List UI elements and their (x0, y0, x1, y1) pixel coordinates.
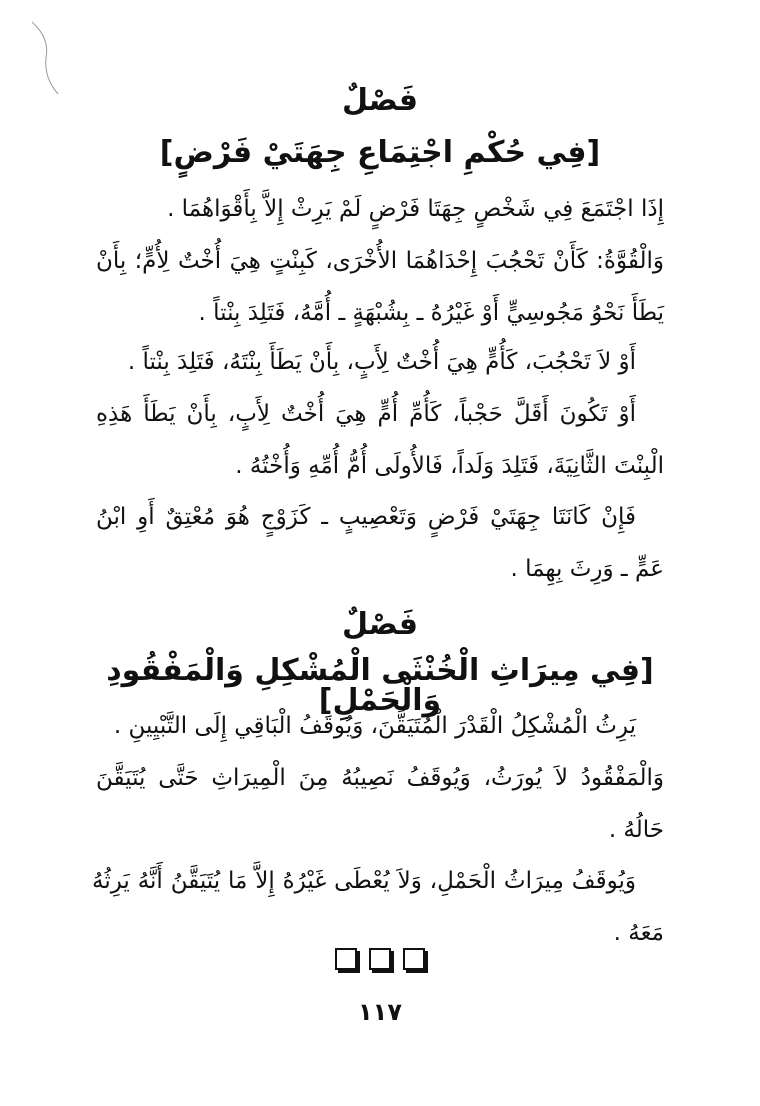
section-end-ornament (0, 948, 760, 970)
section-2-paragraph-1: يَرِثُ الْمُشْكِلُ الْقَدْرَ الْمُتَيَقَّنَ، وَيُوقَفُ الْبَاقِي إِلَى التَّبْيِينِ . (113, 713, 636, 739)
section-1-paragraph-2: وَالْقُوَّةُ: كَأَنْ تَحْجُبَ إِحْدَاهُمَا الأُخْرَى، كَبِنْتٍ هِيَ أُخْتٌ لِأُمٍّ؛ بِأَنْ يَطَأَ نَحْوُ مَجُوسِيٍّ أَوْ غَيْرُهُ ـ بِشُبْهَةٍ ـ أُمَّهُ، فَتَلِدَ بِنْتاً . (96, 248, 664, 326)
section-1-subtitle: [فِي حُكْمِ اجْتِمَاعِ جِهَتَيْ فَرْضٍ] (159, 135, 601, 170)
section-1-paragraph-5: فَإِنْ كَانَتَا جِهَتَيْ فَرْضٍ وَتَعْصِيبٍ ـ كَزَوْجٍ هُوَ مُعْتِقٌ أَوِ ابْنُ عَمٍّ ـ وَرِثَ بِهِمَا . (96, 504, 664, 582)
section-1-label: فَصْلٌ (342, 83, 418, 118)
section-2-paragraph-3: وَيُوقَفُ مِيرَاثُ الْحَمْلِ، وَلاَ يُعْطَى غَيْرُهُ إِلاَّ مَا يُتَيَقَّنُ أَنَّهُ يَرِثُهُ مَعَهُ . (92, 868, 664, 946)
ornament-square-icon (403, 948, 425, 970)
section-1-paragraph-4: أَوْ تَكُونَ أَقَلَّ حَجْباً، كَأُمِّ أُمٍّ هِيَ أُخْتٌ لِأَبٍ، بِأَنْ يَطَأَ هَذِهِ الْبِنْتَ الثَّانِيَةَ، فَتَلِدَ وَلَداً، فَالأُولَى أُمُّ أُمِّهِ وَأُخْتُهُ . (96, 401, 664, 479)
section-1-paragraph-3: أَوْ لاَ تَحْجُبَ، كَأُمٍّ هِيَ أُخْتٌ لِأَبٍ، بِأَنْ يَطَأَ بِنْتَهُ، فَتَلِدَ بِنْتاً . (127, 349, 636, 375)
section-1-paragraph-1: إِذَا اجْتَمَعَ فِي شَخْصٍ جِهَتَا فَرْضٍ لَمْ يَرِثْ إِلاَّ بِأَقْوَاهُمَا . (167, 196, 664, 222)
section-2-subtitle: [فِي مِيرَاثِ الْخُنْثَى الْمُشْكِلِ وَالْمَفْقُودِ وَالْحَمْلِ] (106, 653, 654, 718)
page-number: ١١٧ (358, 998, 402, 1026)
section-2-paragraph-2: وَالْمَفْقُودُ لاَ يُورَثُ، وَيُوقَفُ نَصِيبُهُ مِنَ الْمِيرَاثِ حَتَّى يُتَيَقَّنَ حَالُهُ . (96, 765, 664, 843)
section-2-label: فَصْلٌ (342, 607, 418, 642)
ornament-square-icon (335, 948, 357, 970)
ornament-square-icon (369, 948, 391, 970)
